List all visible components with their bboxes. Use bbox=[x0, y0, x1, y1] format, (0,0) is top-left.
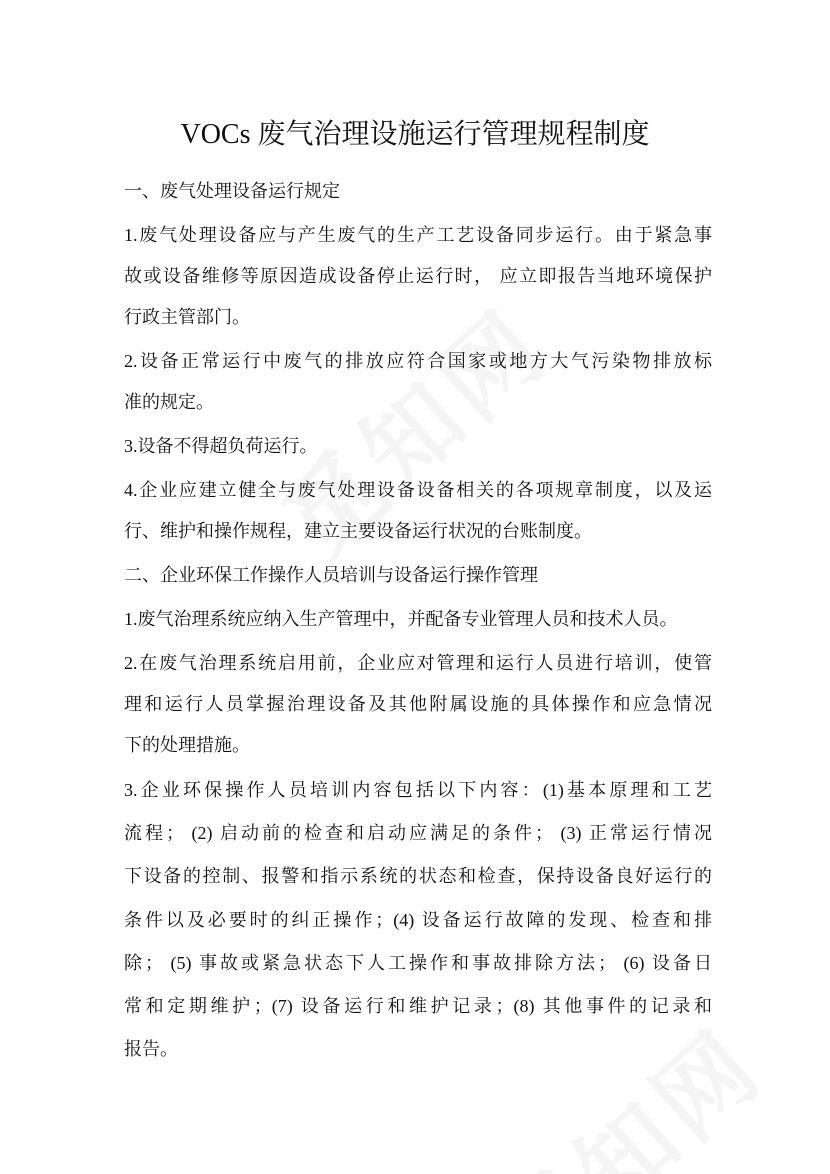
text-line: 报告。 bbox=[124, 1039, 178, 1060]
text-line: 1.废气治理系统应纳入生产管理中，并配备专业管理人员和技术人员。 bbox=[124, 609, 678, 629]
text-line: 故或设备维修等原因造成设备停止运行时， 应立即报告当地环境保护 bbox=[124, 266, 712, 286]
paragraph bbox=[124, 643, 712, 766]
text-line: 准的规定。 bbox=[124, 392, 214, 412]
text-line: 下设备的控制、报警和指示系统的状态和检查，保持设备良好运行的 bbox=[124, 866, 712, 887]
text-line: 除； (5) 事故或紧急状态下人工操作和事故排除方法； (6) 设备日 bbox=[124, 952, 712, 973]
section-heading bbox=[124, 555, 712, 596]
text-line: 2.在废气治理系统启用前，企业应对管理和运行人员进行培训，使管 bbox=[124, 653, 712, 673]
text-line: 行、维护和操作规程，建立主要设备运行状况的台账制度。 bbox=[124, 521, 592, 541]
text-line: 理和运行人员掌握治理设备及其他附属设施的具体操作和应急情况 bbox=[124, 694, 712, 714]
paragraph bbox=[124, 470, 712, 552]
text-line: 1.废气处理设备应与产生废气的生产工艺设备同步运行。由于紧急事 bbox=[124, 225, 712, 245]
text-line: 3.企业环保操作人员培训内容包括以下内容：(1)基本原理和工艺 bbox=[124, 780, 712, 800]
paragraph bbox=[124, 215, 712, 338]
paragraph bbox=[124, 769, 712, 1071]
text-line: 下的处理措施。 bbox=[124, 735, 250, 755]
text-line: 3.设备不得超负荷运行。 bbox=[124, 436, 318, 456]
text-line: 常和定期维护；(7) 设备运行和维护记录；(8) 其他事件的记录和 bbox=[124, 995, 712, 1016]
document-body bbox=[124, 171, 712, 1074]
text-line: 流程； (2) 启动前的检查和启动应满足的条件； (3) 正常运行情况 bbox=[124, 823, 712, 844]
text-line: 4.企业应建立健全与废气处理设备设备相关的各项规章制度，以及运 bbox=[124, 480, 712, 500]
text-line: 一、废气处理设备运行规定 bbox=[124, 181, 340, 201]
text-line: 条件以及必要时的纠正操作；(4) 设备运行故障的发现、检查和排 bbox=[124, 909, 712, 930]
document-title: VOCs 废气治理设施运行管理规程制度 bbox=[180, 119, 650, 150]
section-heading bbox=[124, 171, 712, 212]
text-line: 二、企业环保工作操作人员培训与设备运行操作管理 bbox=[124, 565, 538, 585]
text-line: 2.设备正常运行中废气的排放应符合国家或地方大气污染物排放标 bbox=[124, 351, 712, 371]
text-line: 行政主管部门。 bbox=[124, 307, 250, 327]
paragraph bbox=[124, 341, 712, 423]
paragraph bbox=[124, 426, 712, 467]
paragraph bbox=[124, 599, 712, 640]
